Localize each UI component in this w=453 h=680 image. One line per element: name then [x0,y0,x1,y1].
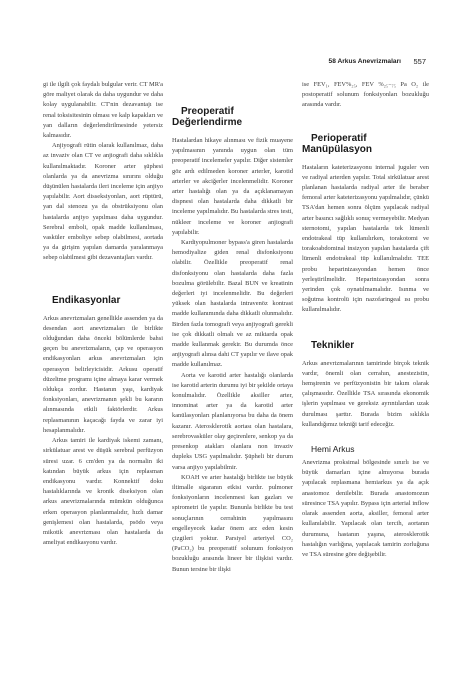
paragraph-fev-continuation: ise FEV₁, FEV%₂₅, FEV %₂₅₋₇₅ Pa O₂ ile postoperatif solunum fonksiyonları bozukluğu arasında vardır. [302,81,429,109]
heading-preoperatif: Preoperatif Değerlendirme [172,106,243,128]
paragraph-indications-1: Arkus anevrizmaları genellikle assenden ya da desendan aort anevrizmaları ile birlikte olduğundan daha önceki bölümlerde bahsi geçen bu anevrizmaların, çap ve operasyon endikasyonları arkus anevrizmaları için operasyon belirleyicisidir. Arkusu operatif düzeltme programı içine almaya karar vermek oldukça zordur. Hastanın yaşı, kardiyak fonksiyonları, anevrizmanın şekli bu kararın alınmasında etkili faktörlerdir. Arkus replasmanının kaçacağı fayda ve zarar iyi hesaplanmalıdır. [43,314,163,434]
running-head-title: 58 Arkus Anevrizmaları [328,58,401,65]
heading-perioperatif: Perioperatif Manüpülasyon [302,132,373,155]
paragraph-preop-4: KOAH ve arter hastalığı birlikte ise büyük iltimalle sigaranın etkisi vardır. pulmoner fonksiyonların incelenmesi kan gazları ve spirometri ile yapılır. Bununla birlikte bu test sonuçlarının cerrahinin yapılmasını engelleyecek kadar önem arz eden kesin çizgileri yoktur. Parsiyel arteriyel CO₂ (PaCO₂) bu preoperatif solunum fonksiyon bozukluğu arasında lineer bir ilişkisi vardır. Bunun tersine bir ilişki [172,473,293,573]
paragraph-preop-3: Aorta ve karotid arter hastalığı olanlarda ise karotid arterin durumu iyi bir şekilde ortaya konulmalıdır. Özellikle aksiller arter, innominat arter ya da karotid arter kanülasyonları planlanıyorsa bu daha da önem kazanır. Aterosklerotik aortası olan hastalara, serebrovasküler olay geçirenlere, senkop ya da presenkop atakları olanlara non invaziv dupleks USG yapılmalıdır. Şüpheli bir durum varsa anjiyo yapılabilmir. [172,371,293,471]
heading-endikasyonlar: Endikasyonlar [52,294,121,306]
paragraph-angiography: Anjiyografi rütin olarak kullanılmaz, daha az invaziv olan CT ve anjiografi daha sıklıkla kullanılmaktadır. Koroner arter şüphesi olanlarda ya da anevrizma sınırını olduğu düşünülen hastalarda ileri inceleme için anjiyo yapılabilir. Aort disseksiyonları, aort rüptürü, yan dal stenozu ya da obstrüksiyonu olan hastalarda anjiyo yapılması daha uygundur. Serebral emboli, opak madde kullanılması, vasküler emboliye sebep olabilmesi, aortada ya da girişim yapılan damarda yaralanmaya sebep olabilmesi gibi dezavantajları vardır. [43,142,163,262]
paragraph-preop-1: Hastalardan hikaye alınması ve fizik muayene yapılmasının yanında uygun olan tüm preoperatif incelemeler yapılır. Diğer sistemler göz ardı edilmeden koroner arterler, karotid arterler ve akciğerler incelenmelidir. Koroner arter hastalığı olan ya da açıklanamayan dispnesi olan hastalarda daha dikkatli bir inceleme yapılmalıdır. Bu hastalarda stres testi, nükleer inceleme ve koroner anjiografi yapılabilir. [172,137,293,236]
paragraph-techniques: Arkus anevrizmalarının tamirinde birçok teknik vardır, önemli olan cerrahın, anestezistin, hemşirenin ve perfüzyonistin bir takım olarak çalışmasıdır. Özellikle TSA sırasında ekonomik işlerin yapılması ve gereksiz ayrıntılardan uzak durulması şarttır. Burada bizim sıklıkla kullandığımız tekniği tarif edeceğiz. [302,359,429,428]
paragraph-ct-summary: gi ile ilgili çok faydalı bulgular verir. CT MR'a göre maliyet olarak da daha uygundur ve daha kolay uygulanabilir. CT'nin dezavantajı ise renal toksisitesinin olması ve kalp kapakları ve yan dalların değerlendirilmesinde yetersiz kalmasıdır. [43,81,163,140]
paragraph-hemi-arch: Anevrizma proksimal bölgesinde sınırlı ise ve büyük damarları içine almıyorsa burada yapılacak replasmana hemiarkus ya da açık anastomoz denilebilir. Burada anastomozun süresince TSA yapılır. Bypass için arterial inflow olarak assenden aorta, aksiller, femoral arter kullanılabilir. Yapılacak olan tercih, aortanın durumuna, hastanın yaşına, aterosklerotik hastalığın varlığına, yapılacak tamirin zorluğuna ve TSA süresine göre değişebilir. [302,459,429,558]
paragraph-indications-2: Arkus tamiri ile kardiyak iskemi zamanı, sirkülatuar arest ve düşük serebral perfüzyon süresi uzar. 6 cm'den ya da normalin iki katından büyük arkus için replasman endikasyonu vardır. Konnektif doku hastalıklarında ve kronik diseksiyon olan arkus anevrizmalarında mümkün olduğunca erken operasyon planlanmalıdır, hızlı damar genişlemesi olan hastalarda, psödo veya mikotik anevrizması olan hastalarda da ameliyat endikasyonu vardır. [43,437,163,547]
paragraph-perioperative: Hastaların kateterizasyonu internal juguler ven ve radiyal arterden yapılır. Total sirkülatuar arest planlanan hastalarda radiyal arter ile beraber femoral arter kateterizasyonu yapılmalıdır, çünkü TSA'dan hemen sonra ölçüm yapılacak radiyal arter basıncı sağlıklı sonuç vermeyebilir. Medyan sternotomi, yapılan hastalarda tek lümenli endotrakeal tüp kullanılırken, torakotomi ve torakoabdominal insizyon yapılan hastalarda çift lümenli endotrakeal tüp kullanılmalıdır. TEE probu heparinizasyondan hemen önce yerleştirilmelidir. Heparinizasyondan sonra yerinden çok oynatılmamalıdır. Isınma ve soğutma kontrolü için nazofaringeal ısı probu kullanılmalıdır. [302,163,429,314]
column-left [43,80,163,548]
column-middle [172,80,293,575]
heading-teknikler: Teknikler [311,339,355,351]
column-right [302,80,429,560]
page-number: 557 [413,57,426,66]
paragraph-preop-2: Kardiyopulmoner bypass'a giren hastalarda hemodiyalize giden renal disfonksiyonu olabilir. Özellikle preoperatif renal disfonksiyonu olan hastalarda daha fazla bozulma görülebilir. Bazal BUN ve kreatinin değerleri iyi incelenmelidir. Bu değerleri yüksek olan hastalarda intravenöz kontrast madde kullanımında daha dikkatli olunmalıdır. Birden fazla tomografi veya anjiyografi gerekli ise çok dikkatli olmalı ve az miktarda opak madde kullanmak gerekir. Bu durumda önce anjiyografi alınsa dahi CT yapılır ve ilave opak madde kullanılmaz. [172,239,293,369]
heading-hemi-arkus: Hemi Arkus [311,444,355,455]
running-header [0,58,453,72]
